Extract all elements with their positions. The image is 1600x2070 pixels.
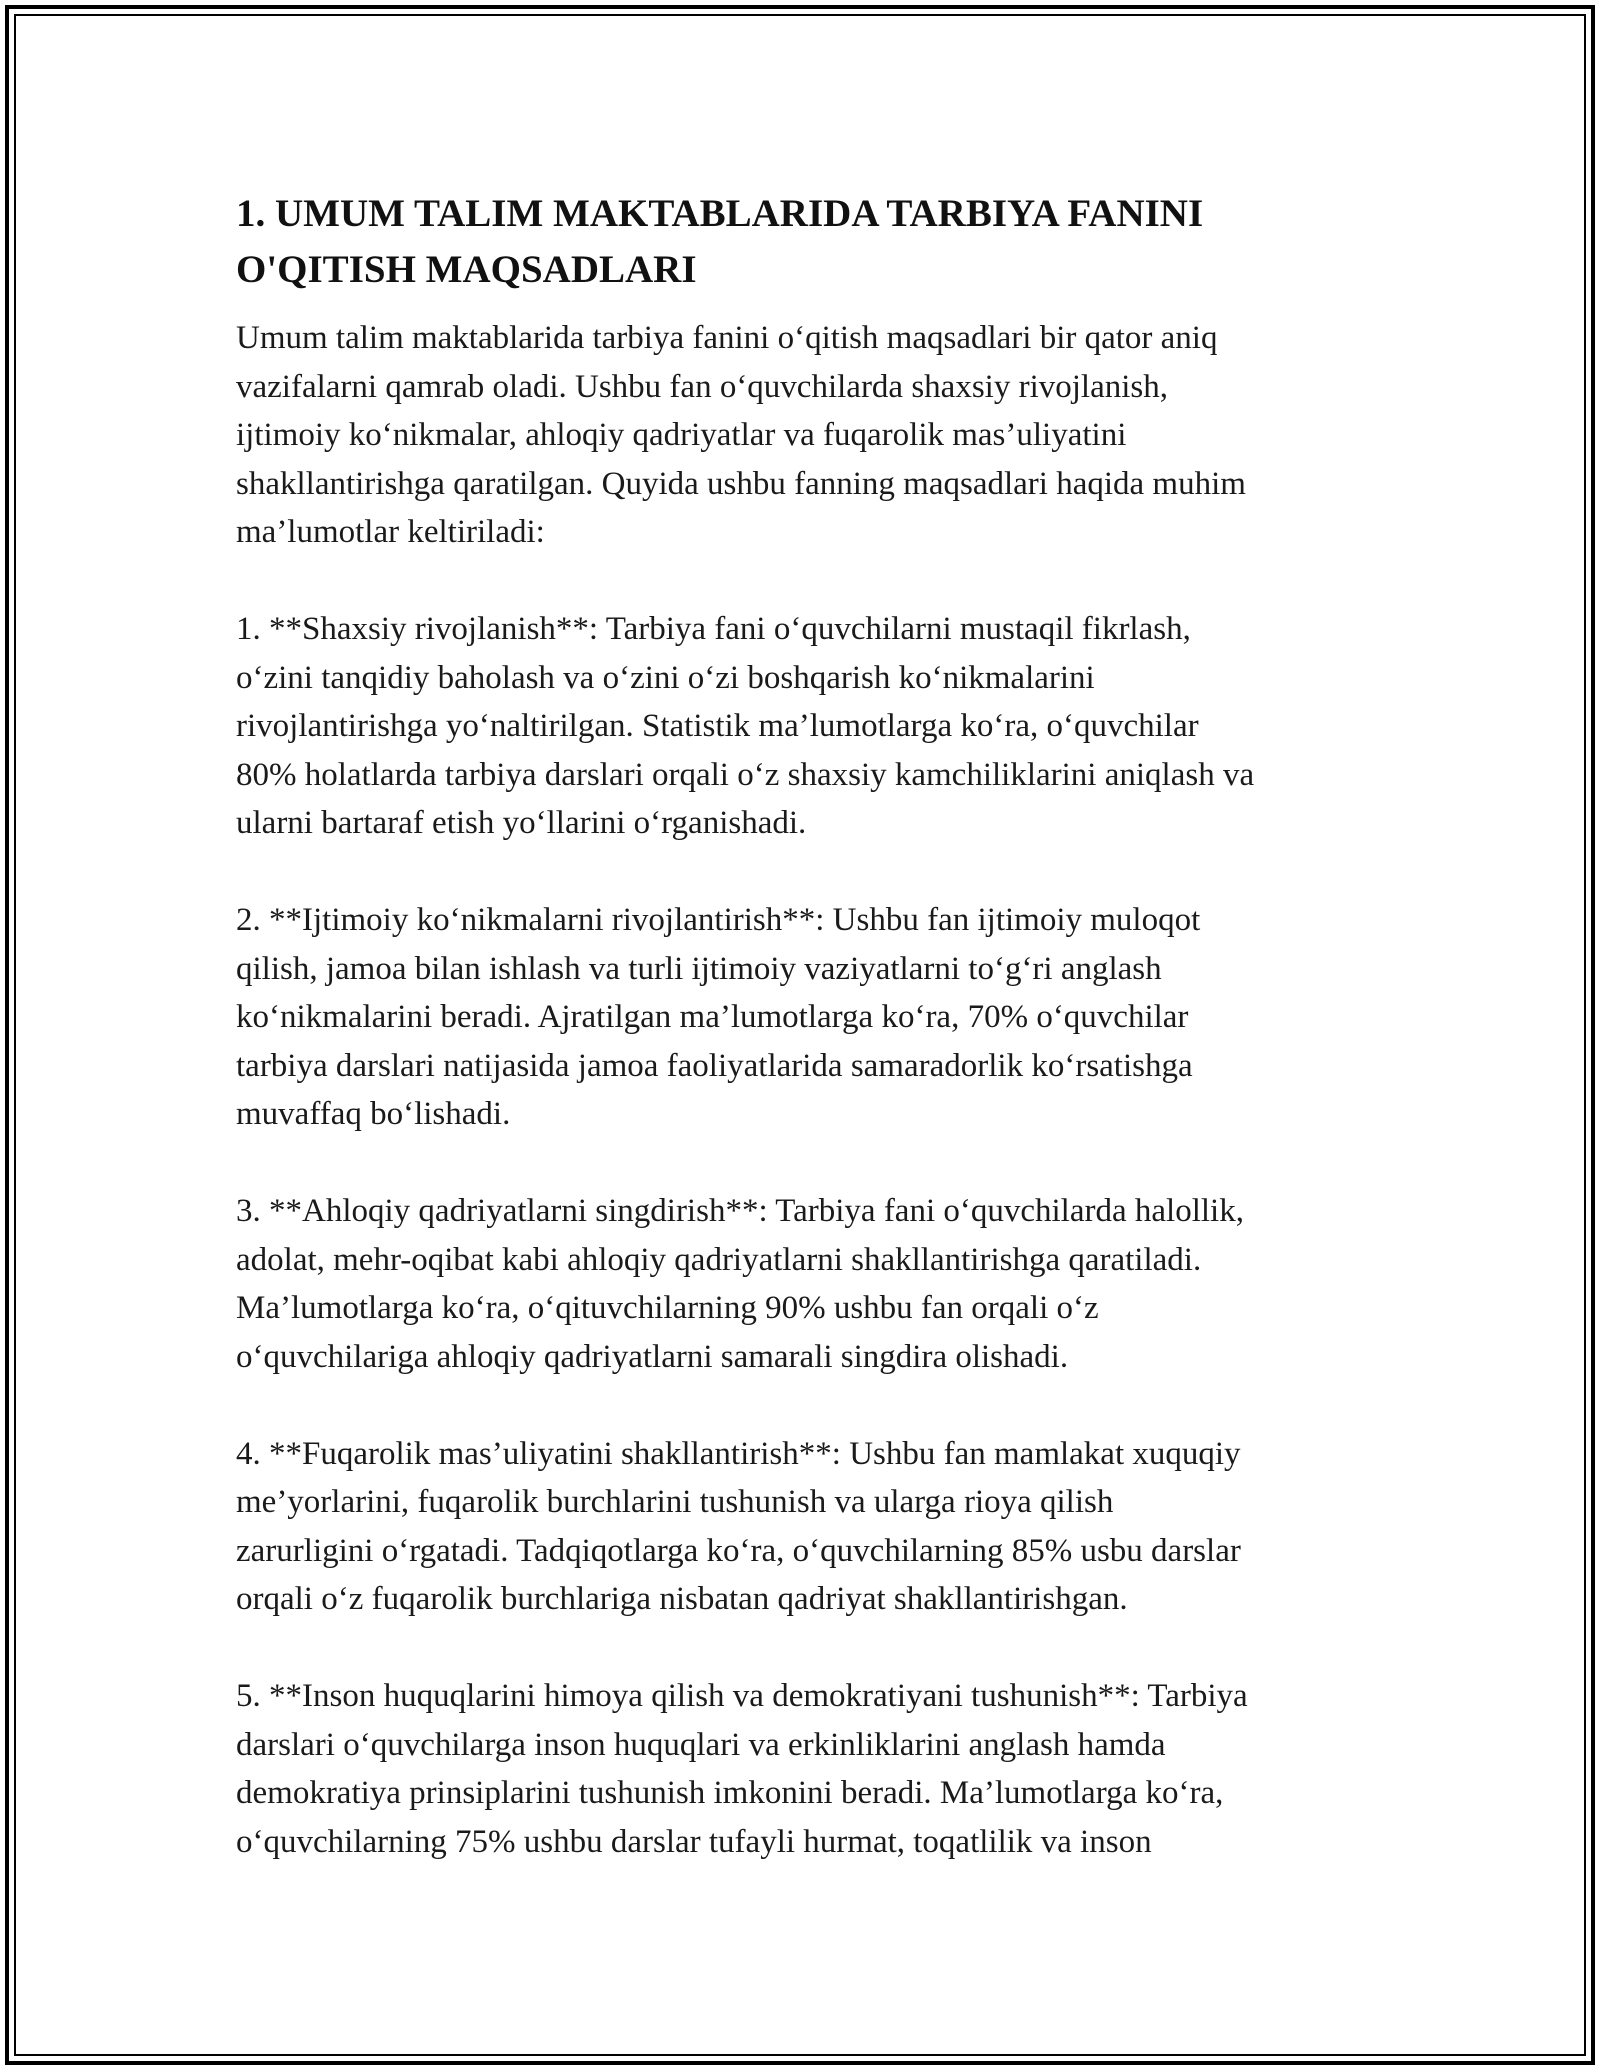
text-line: orqali o‘z fuqarolik burchlariga nisbatan qadriyat shakllantirishgan. — [236, 1581, 1128, 1617]
text-line: ularni bartaraf etish yo‘llarini o‘rganishadi. — [236, 805, 807, 841]
text-line: ijtimoiy ko‘nikmalar, ahloqiy qadriyatlar va fuqarolik mas’uliyatini — [236, 417, 1127, 453]
text-line: 1. **Shaxsiy rivojlanish**: Tarbiya fani o‘quvchilarni mustaqil fikrlash, — [236, 611, 1191, 647]
text-line: ko‘nikmalarini beradi. Ajratilgan ma’lumotlarga ko‘ra, 70% o‘quvchilar — [236, 999, 1189, 1035]
text-line: Ma’lumotlarga ko‘ra, o‘qituvchilarning 90% ushbu fan orqali o‘z — [236, 1290, 1099, 1326]
text-line: o‘zini tanqidiy baholash va o‘zini o‘zi boshqarish ko‘nikmalarini — [236, 659, 1095, 696]
text-line: zarurligini o‘rgatadi. Tadqiqotlarga ko‘ra, o‘quvchilarning 85% usbu darslar — [236, 1532, 1241, 1569]
section-heading — [236, 186, 1386, 298]
heading-line-1: 1. UMUM TALIM MAKTABLARIDA TARBIYA FANINI — [236, 192, 1204, 235]
text-line: 4. **Fuqarolik mas’uliyatini shakllantirish**: Ushbu fan mamlakat xuquqiy — [236, 1435, 1241, 1472]
text-line: vazifalarni qamrab oladi. Ushbu fan o‘quvchilarda shaxsiy rivojlanish, — [236, 368, 1168, 405]
text-line: me’yorlarini, fuqarolik burchlarini tushunish va ularga rioya qilish — [236, 1484, 1114, 1520]
paragraph — [236, 1187, 1386, 1381]
text-line: 5. **Inson huquqlarini himoya qilish va demokratiyani tushunish**: Tarbiya — [236, 1678, 1248, 1714]
text-line: adolat, mehr-oqibat kabi ahloqiy qadriyatlarni shakllantirishga qaratiladi. — [236, 1241, 1202, 1278]
paragraph — [236, 605, 1386, 848]
paragraph — [236, 1672, 1386, 1866]
text-line: qilish, jamoa bilan ishlash va turli ijtimoiy vaziyatlarni to‘g‘ri anglash — [236, 950, 1162, 987]
text-line: rivojlantirishga yo‘naltirilgan. Statistik ma’lumotlarga ko‘ra, o‘quvchilar — [236, 708, 1199, 744]
text-line: o‘quvchilarning 75% ushbu darslar tufayli hurmat, toqatlilik va inson — [236, 1823, 1152, 1860]
text-line: 80% holatlarda tarbiya darslari orqali o‘z shaxsiy kamchiliklarini aniqlash va — [236, 756, 1255, 793]
document-body — [236, 186, 1386, 1915]
text-line: tarbiya darslari natijasida jamoa faoliyatlarida samaradorlik ko‘rsatishga — [236, 1047, 1193, 1084]
text-line: 3. **Ahloqiy qadriyatlarni singdirish**: Tarbiya fani o‘quvchilarda halollik, — [236, 1193, 1244, 1229]
text-line: o‘quvchilariga ahloqiy qadriyatlarni samarali singdira olishadi. — [236, 1338, 1069, 1375]
text-line: shakllantirishga qaratilgan. Quyida ushbu fanning maqsadlari haqida muhim — [236, 465, 1246, 502]
paragraph — [236, 1430, 1386, 1624]
paragraph — [236, 896, 1386, 1139]
heading-line-2: O'QITISH MAQSADLARI — [236, 248, 697, 291]
text-line: ma’lumotlar keltiriladi: — [236, 514, 545, 550]
text-line: muvaffaq bo‘lishadi. — [236, 1096, 511, 1132]
text-line: Umum talim maktablarida tarbiya fanini o‘qitish maqsadlari bir qator aniq — [236, 320, 1218, 356]
text-line: darslari o‘quvchilarga inson huquqlari va erkinliklarini anglash hamda — [236, 1726, 1166, 1763]
text-line: demokratiya prinsiplarini tushunish imkonini beradi. Ma’lumotlarga ko‘ra, — [236, 1775, 1224, 1811]
paragraph — [236, 314, 1386, 557]
paragraph-list — [236, 314, 1386, 1866]
text-line: 2. **Ijtimoiy ko‘nikmalarni rivojlantirish**: Ushbu fan ijtimoiy muloqot — [236, 902, 1201, 938]
